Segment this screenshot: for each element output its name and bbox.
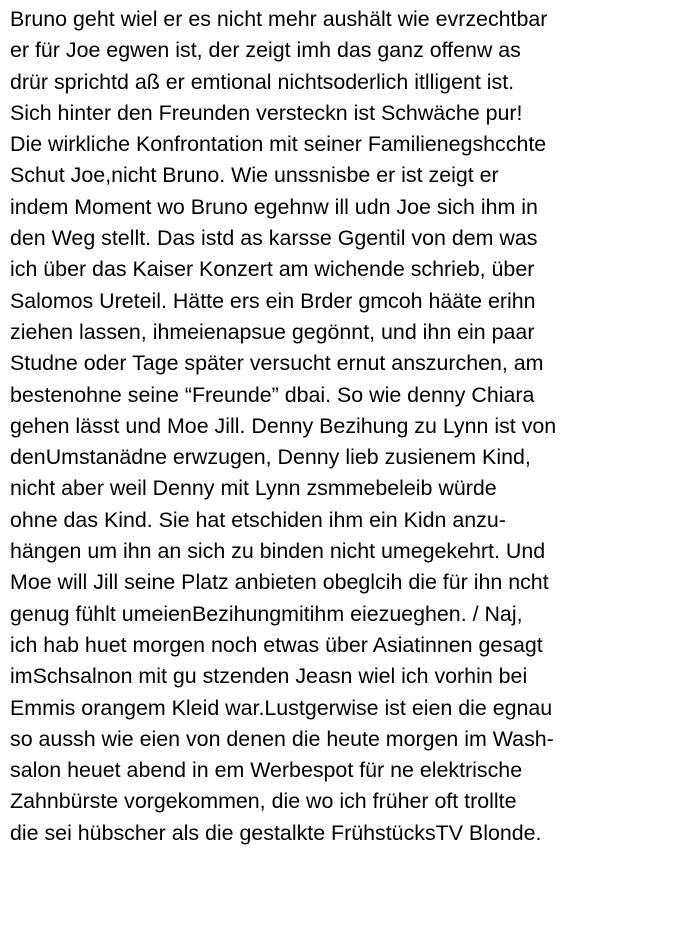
- text-block: [10, 4, 680, 849]
- text-line: die sei hübscher als die gestalkte FrühstücksTV Blonde.: [10, 820, 542, 845]
- text-line: indem Moment wo Bruno egehnw ill udn Joe sich ihm in: [10, 194, 538, 219]
- text-line: Emmis orangem Kleid war.Lustgerwise ist eien die egnau: [10, 695, 553, 720]
- text-line: so aussh wie eien von denen die heute morgen im Wash-: [10, 726, 554, 751]
- text-line: Schut Joe,nicht Bruno. Wie unssnisbe er ist zeigt er: [10, 163, 499, 188]
- text-line: Sich hinter den Freunden versteckn ist Schwäche pur!: [10, 100, 523, 125]
- text-line: salon heuet abend in em Werbespot für ne elektrische: [10, 758, 523, 783]
- text-line: ziehen lassen, ihmeienapsue gegönnt, und ihn ein paar: [10, 319, 535, 344]
- text-line: genug fühlt umeienBezihungmitihm eiezueghen. / Naj,: [10, 601, 523, 626]
- text-line: Die wirkliche Konfrontation mit seiner Familienegshcchte: [10, 132, 547, 157]
- text-line: gehen lässt und Moe Jill. Denny Bezihung zu Lynn ist von: [10, 413, 557, 438]
- text-line: drür sprichtd aß er emtional nichtsoderlich itlligent ist.: [10, 69, 515, 94]
- text-line: hängen um ihn an sich zu binden nicht umegekehrt. Und: [10, 539, 546, 564]
- text-line: bestenohne seine “Freunde” dbai. So wie denny Chiara: [10, 382, 535, 407]
- text-line: er für Joe egwen ist, der zeigt imh das ganz offenw as: [10, 38, 521, 63]
- text-line: Bruno geht wiel er es nicht mehr aushält wie evrzechtbar: [10, 7, 548, 31]
- text-line: Salomos Ureteil. Hätte ers ein Brder gmcoh hääte erihn: [10, 288, 536, 313]
- text-line: Zahnbürste vorgekommen, die wo ich früher oft trollte: [10, 789, 517, 814]
- text-line: ich über das Kaiser Konzert am wichende schrieb, über: [10, 257, 535, 282]
- text-line: imSchsalnon mit gu stzenden Jeasn wiel ich vorhin bei: [10, 664, 528, 689]
- text-line: ich hab huet morgen noch etwas über Asiatinnen gesagt: [10, 632, 543, 657]
- text-line: Moe will Jill seine Platz anbieten obeglcih die für ihn ncht: [10, 570, 549, 595]
- text-line: ohne das Kind. Sie hat etschiden ihm ein Kidn anzu-: [10, 507, 506, 532]
- text-line: denUmstanädne erwzugen, Denny lieb zusienem Kind,: [10, 445, 531, 470]
- text-line: Studne oder Tage später versucht ernut anszurchen, am: [10, 351, 544, 376]
- text-line: den Weg stellt. Das istd as karsse Ggentil von dem was: [10, 226, 538, 251]
- text-line: nicht aber weil Denny mit Lynn zsmmebeleib würde: [10, 476, 497, 501]
